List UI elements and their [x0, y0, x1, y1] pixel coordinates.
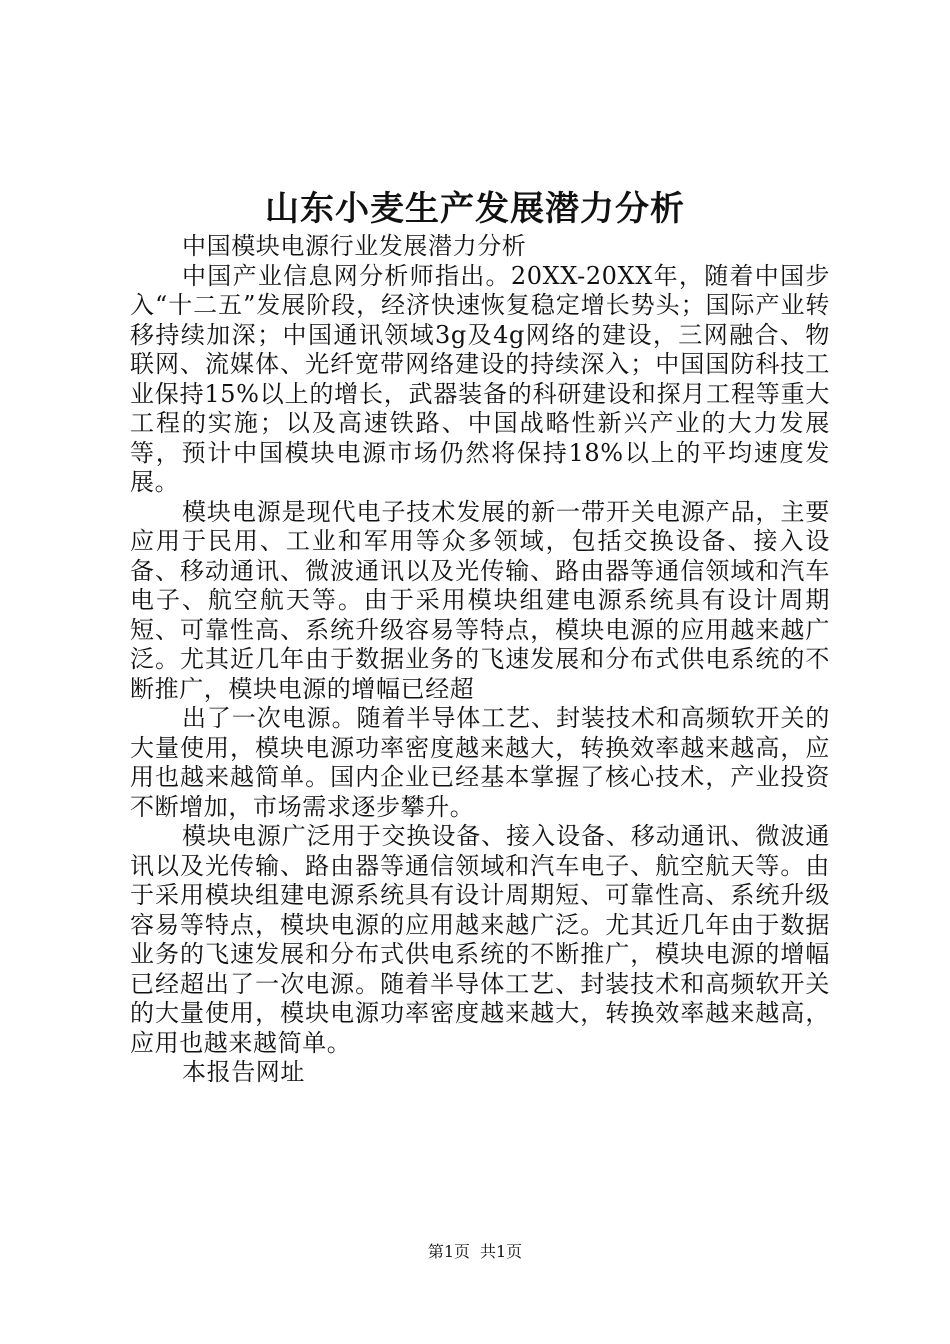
paragraph-technology-progress: 出了一次电源。随着半导体工艺、封装技术和高频软开关的大量使用，模块电源功率密度越来越大，转换效率越来越高，应用也越来越简单。国内企业已经基本掌握了核心技术，产业投资不断增加，市场需求逐步攀升。	[130, 704, 830, 821]
paragraph-report-link: 本报告网址	[182, 1058, 305, 1086]
page-number: 第1页	[427, 1242, 470, 1261]
paragraph-applications: 模块电源广泛用于交换设备、接入设备、移动通讯、微波通讯以及光传输、路由器等通信领域和汽车电子、航空航天等。由于采用模块组建电源系统具有设计周期短、可靠性高、系统升级容易等特点，模块电源的应用越来越广泛。尤其近几年由于数据业务的飞速发展和分布式供电系统的不断推广，模块电源的增幅已经超出了一次电源。随着半导体工艺、封装技术和高频软开关的大量使用，模块电源功率密度越来越大，转换效率越来越高，应用也越来越简单。	[130, 822, 830, 1057]
paragraph-market-outlook: 中国产业信息网分析师指出。20XX-20XX年，随着中国步入“十二五”发展阶段，经济快速恢复稳定增长势头；国际产业转移持续加深；中国通讯领域3g及4g网络的建设，三网融合、物联网、流媒体、光纤宽带网络建设的持续深入；中国国防科技工业保持15%以上的增长，武器装备的科研建设和探月工程等重大工程的实施；以及高速铁路、中国战略性新兴产业的大力发展等，预计中国模块电源市场仍然将保持18%以上的平均速度发展。	[130, 261, 830, 496]
document-title: 山东小麦生产发展潜力分析	[265, 189, 685, 229]
page-total: 共1页	[480, 1242, 523, 1261]
paragraph-subtitle: 中国模块电源行业发展潜力分析	[182, 232, 527, 260]
document-body	[130, 232, 830, 1088]
page-footer	[0, 1240, 950, 1264]
paragraph-module-power-intro: 模块电源是现代电子技术发展的新一带开关电源产品，主要应用于民用、工业和军用等众多领域，包括交换设备、接入设备、移动通讯、微波通讯以及光传输、路由器等通信领域和汽车电子、航空航天等。由于采用模块组建电源系统具有设计周期短、可靠性高、系统升级容易等特点，模块电源的应用越来越广泛。尤其近几年由于数据业务的飞速发展和分布式供电系统的不断推广，模块电源的增幅已经超	[130, 497, 830, 703]
